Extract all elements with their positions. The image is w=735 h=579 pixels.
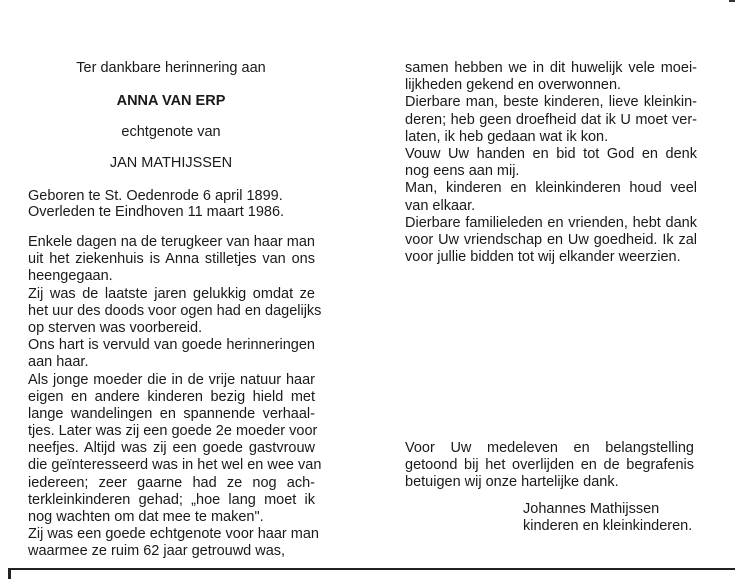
thanks-text-block	[405, 440, 694, 492]
birth-line: Geboren te St. Oedenrode 6 april 1899.	[28, 188, 283, 204]
text-line: uit het ziekenhuis is Anna stilletjes van ons	[28, 251, 315, 268]
text-line: Zij was de laatste jaren gelukkig omdat ze	[28, 285, 315, 302]
text-line: Man, kinderen en kleinkinderen houd veel	[405, 180, 697, 197]
right-text-block	[405, 60, 697, 266]
top-corner-mark	[729, 0, 735, 2]
text-line: heengegaan.	[28, 268, 113, 285]
text-line: Dierbare familieleden en vrienden, hebt dank	[405, 214, 697, 231]
intro-line: Ter dankbare herinnering aan	[76, 60, 266, 76]
text-line: Ons hart is vervuld van goede herinneringen	[28, 337, 315, 354]
death-line: Overleden te Eindhoven 11 maart 1986.	[28, 204, 285, 220]
text-line: betuigen wij onze hartelijke dank.	[405, 474, 619, 491]
bottom-border-line	[10, 568, 735, 570]
spouse-intro: echtgenote van	[121, 124, 221, 140]
text-line: samen hebben we in dit huwelijk vele moei-	[405, 60, 697, 76]
text-line: waarmee ze ruim 62 jaar getrouwd was,	[28, 543, 286, 560]
text-line: op sterven was voorbereid.	[28, 319, 203, 336]
text-line: Enkele dagen na de terugkeer van haar man	[28, 234, 315, 250]
text-line: van elkaar.	[405, 197, 476, 214]
text-line: neefjes. Altijd was zij een goede gastvrouw	[28, 440, 315, 457]
text-line: Dierbare man, beste kinderen, lieve kleinkin-	[405, 94, 697, 111]
text-line: Zij was een goede echtgenote voor haar man	[28, 526, 319, 543]
text-line: iedereen; zeer gaarne had ze nog ach-	[28, 474, 315, 491]
text-line: terkleinkinderen gehad; „hoe lang moet ik	[28, 491, 315, 508]
text-line: lange wandelingen en spannende verhaal-	[28, 405, 315, 422]
signature-name: Johannes Mathijssen	[523, 501, 660, 517]
text-line: nog eens aan mij.	[405, 163, 520, 180]
spouse-name: JAN MATHIJSSEN	[109, 155, 233, 171]
text-line: Als jonge moeder die in de vrije natuur haar	[28, 371, 315, 388]
text-line: eigen en andere kinderen bezig hield met	[28, 388, 315, 405]
text-line: getoond bij het overlijden en de begrafenis	[405, 457, 694, 474]
text-line: aan haar.	[28, 354, 89, 371]
text-line: nog wachten om dat mee te maken".	[28, 509, 264, 525]
text-line: laten, ik heb gedaan wat ik kon.	[405, 128, 609, 145]
text-line: lijkheden gekend en overwonnen.	[405, 77, 622, 94]
deceased-name: ANNA VAN ERP	[116, 93, 226, 109]
left-text-block	[28, 234, 322, 561]
signature-family: kinderen en kleinkinderen.	[523, 518, 693, 534]
text-line: tjes. Later was zij een goede 2e moeder voor	[28, 423, 318, 440]
text-line: voor Uw vriendschap en Uw goedheid. Ik zal	[405, 231, 697, 248]
text-line: het uur des doods voor ogen had en dagelijks	[28, 302, 322, 319]
bottom-corner-tick	[8, 568, 11, 579]
text-line: Vouw Uw handen en bid tot God en denk	[405, 145, 697, 162]
text-line: deren; heb geen droefheid dat ik U moet ver-	[405, 111, 697, 128]
text-line: die geïnteresseerd was in het wel en wee van	[28, 457, 322, 474]
text-line: Voor Uw medeleven en belangstelling	[405, 440, 694, 456]
text-line: voor jullie bidden tot wij elkander weerzien.	[405, 249, 681, 266]
